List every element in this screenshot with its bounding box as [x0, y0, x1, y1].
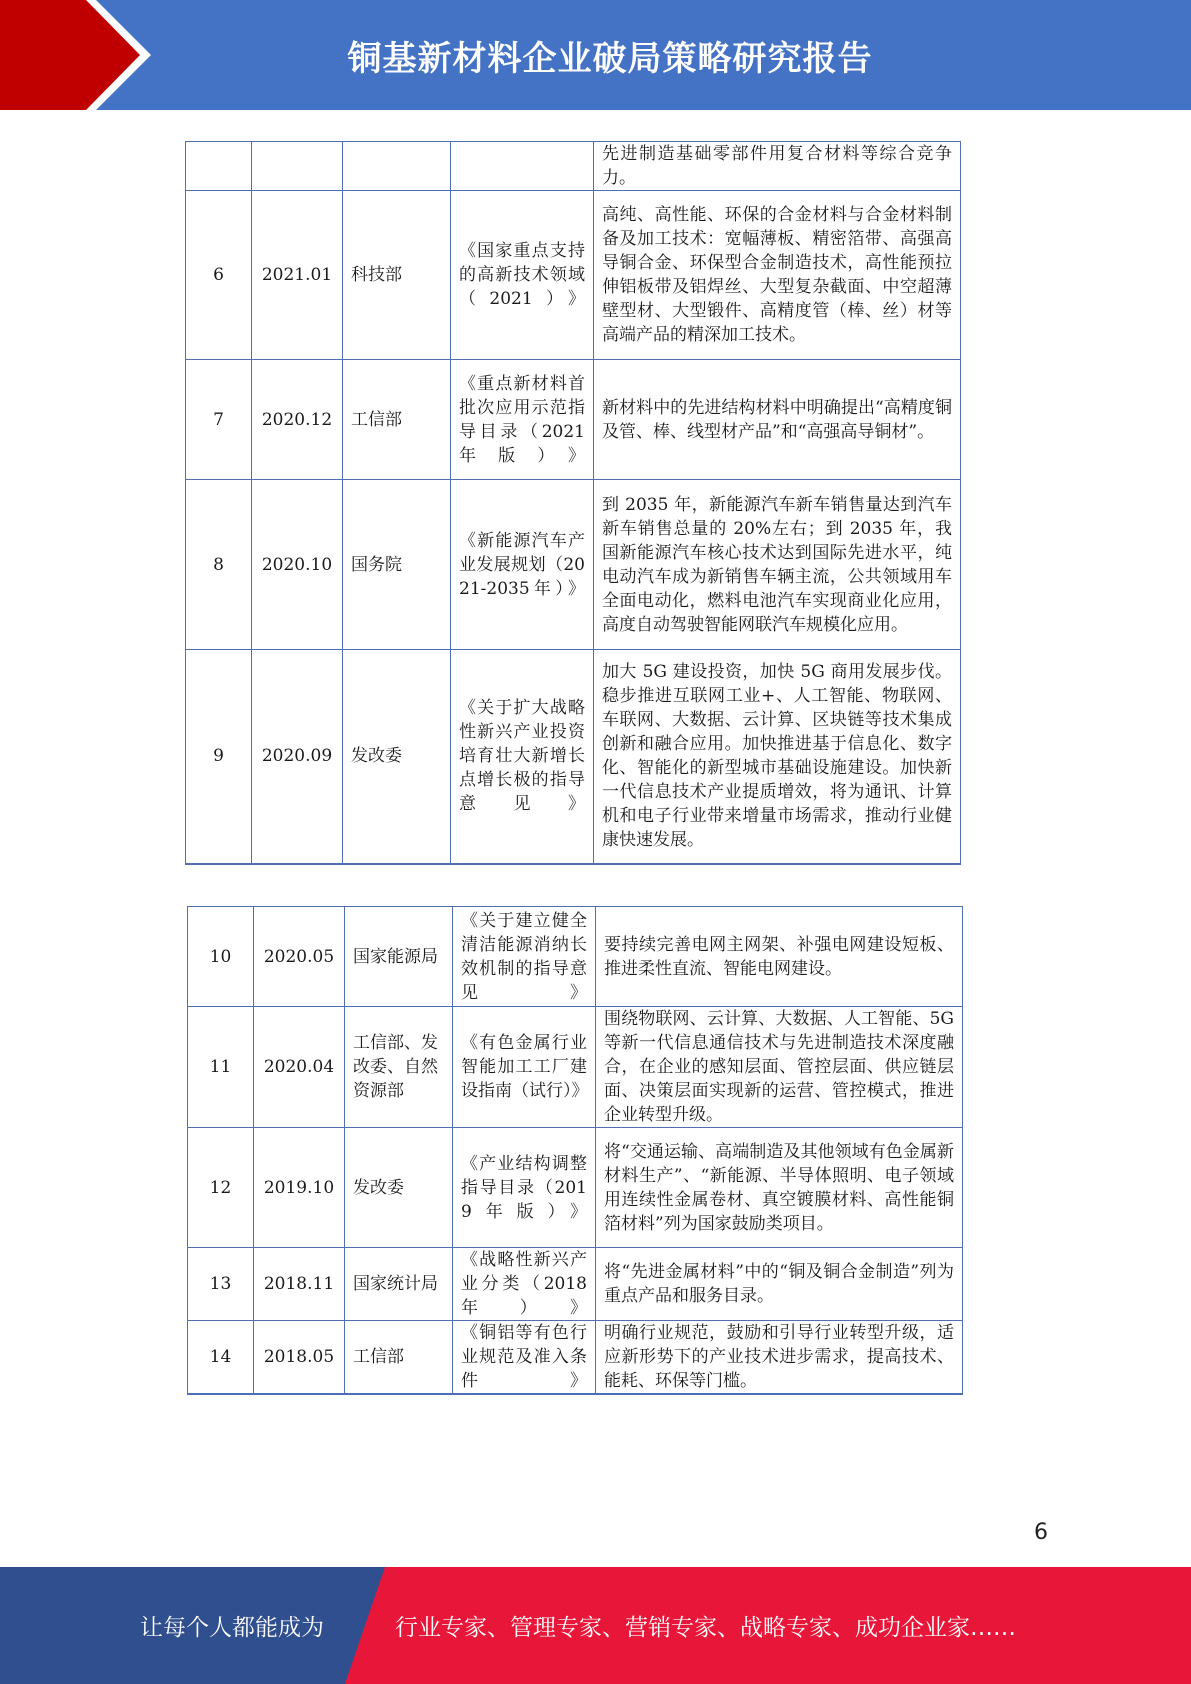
row-department: 国务院	[343, 480, 451, 650]
row-number: 11	[188, 1007, 254, 1128]
policy-table-bottom	[187, 906, 963, 1395]
table-row	[186, 650, 961, 864]
row-content: 高纯、高性能、环保的合金材料与合金材料制备及加工技术：宽幅薄板、精密箔带、高强高导铜合金、环保型合金制造技术，高性能预拉伸铝板带及铝焊丝、大型复杂截面、中空超薄壁型材、大型锻件、高精度管（棒、丝）材等高端产品的精深加工技术。	[594, 191, 961, 360]
row-department	[343, 142, 451, 191]
row-document: 《新能源汽车产业发展规划（2021-2035年）》	[451, 480, 594, 650]
row-date: 2020.05	[254, 907, 345, 1007]
row-number: 8	[186, 480, 252, 650]
table-row	[188, 1007, 963, 1128]
row-number: 6	[186, 191, 252, 360]
row-content: 围绕物联网、云计算、大数据、人工智能、5G 等新一代信息通信技术与先进制造技术深度融合，在企业的感知层面、管控层面、供应链层面、决策层面实现新的运营、管控模式，推进企业转型升级。	[596, 1007, 963, 1128]
table-row	[188, 1128, 963, 1248]
row-content: 将“先进金属材料”中的“铜及铜合金制造”列为重点产品和服务目录。	[596, 1248, 963, 1321]
row-document	[451, 142, 594, 191]
row-document: 《有色金属行业智能加工工厂建设指南（试行）》	[453, 1007, 596, 1128]
policy-table-top	[185, 141, 961, 865]
row-date: 2020.10	[252, 480, 343, 650]
row-document: 《战略性新兴产业分类（2018年）》	[453, 1248, 596, 1321]
table-row	[188, 1321, 963, 1395]
row-number	[186, 142, 252, 191]
row-number: 9	[186, 650, 252, 864]
table-row	[186, 360, 961, 480]
row-content: 加大 5G 建设投资，加快 5G 商用发展步伐。稳步推进互联网工业+、人工智能、物联网、车联网、大数据、云计算、区块链等技术集成创新和融合应用。加快推进基于信息化、数字化、智能化的新型城市基础设施建设。加快新一代信息技术产业提质增效，将为通讯、计算机和电子行业带来增量市场需求，推动行业健康快速发展。	[594, 650, 961, 864]
row-department: 发改委	[345, 1128, 453, 1248]
report-title: 铜基新材料企业破局策略研究报告	[347, 38, 873, 79]
row-department: 科技部	[343, 191, 451, 360]
page-footer	[0, 1567, 1191, 1684]
row-number: 12	[188, 1128, 254, 1248]
row-date	[252, 142, 343, 191]
row-number: 7	[186, 360, 252, 480]
row-content: 到 2035 年，新能源汽车新车销售量达到汽车新车销售总量的 20%左右；到 2035 年，我国新能源汽车核心技术达到国际先进水平，纯电动汽车成为新销售车辆主流，公共领域用车全面电动化，燃料电池汽车实现商业化应用，高度自动驾驶智能网联汽车规模化应用。	[594, 480, 961, 650]
page-header	[0, 0, 1191, 110]
row-number: 13	[188, 1248, 254, 1321]
table-row	[186, 480, 961, 650]
row-document: 《关于扩大战略性新兴产业投资培育壮大新增长点增长极的指导意见》	[451, 650, 594, 864]
row-date: 2019.10	[254, 1128, 345, 1248]
table-row	[186, 191, 961, 360]
row-department: 工信部、发改委、自然资源部	[345, 1007, 453, 1128]
table-row	[188, 907, 963, 1007]
page-number: 6	[1034, 1520, 1048, 1545]
row-number: 10	[188, 907, 254, 1007]
row-department: 工信部	[345, 1321, 453, 1395]
row-content: 要持续完善电网主网架、补强电网建设短板、推进柔性直流、智能电网建设。	[596, 907, 963, 1007]
row-document: 《重点新材料首批次应用示范指导目录（2021年版）》	[451, 360, 594, 480]
row-date: 2018.11	[254, 1248, 345, 1321]
row-document: 《铜铝等有色行业规范及准入条件》	[453, 1321, 596, 1395]
footer-slogan-right: 行业专家、管理专家、营销专家、战略专家、成功企业家……	[395, 1615, 1016, 1641]
row-department: 发改委	[343, 650, 451, 864]
row-department: 国家统计局	[345, 1248, 453, 1321]
row-content: 将“交通运输、高端制造及其他领域有色金属新材料生产”、“新能源、半导体照明、电子领域用连续性金属卷材、真空镀膜材料、高性能铜箔材料”列为国家鼓励类项目。	[596, 1128, 963, 1248]
row-department: 国家能源局	[345, 907, 453, 1007]
footer-slogan-left: 让每个人都能成为	[140, 1615, 324, 1641]
row-date: 2020.04	[254, 1007, 345, 1128]
row-content: 新材料中的先进结构材料中明确提出“高精度铜及管、棒、线型材产品”和“高强高导铜材”。	[594, 360, 961, 480]
row-date: 2018.05	[254, 1321, 345, 1395]
row-date: 2020.09	[252, 650, 343, 864]
row-department: 工信部	[343, 360, 451, 480]
row-document: 《关于建立健全清洁能源消纳长效机制的指导意见》	[453, 907, 596, 1007]
row-document: 《产业结构调整指导目录（2019年版）》	[453, 1128, 596, 1248]
row-number: 14	[188, 1321, 254, 1395]
table-row	[188, 1248, 963, 1321]
row-date: 2021.01	[252, 191, 343, 360]
row-content: 先进制造基础零部件用复合材料等综合竞争力。	[594, 142, 961, 191]
row-content: 明确行业规范，鼓励和引导行业转型升级，适应新形势下的产业技术进步需求，提高技术、能耗、环保等门槛。	[596, 1321, 963, 1395]
row-document: 《国家重点支持的高新技术领域（2021）》	[451, 191, 594, 360]
table-row	[186, 142, 961, 191]
header-chevron-decoration	[0, 0, 160, 110]
row-date: 2020.12	[252, 360, 343, 480]
